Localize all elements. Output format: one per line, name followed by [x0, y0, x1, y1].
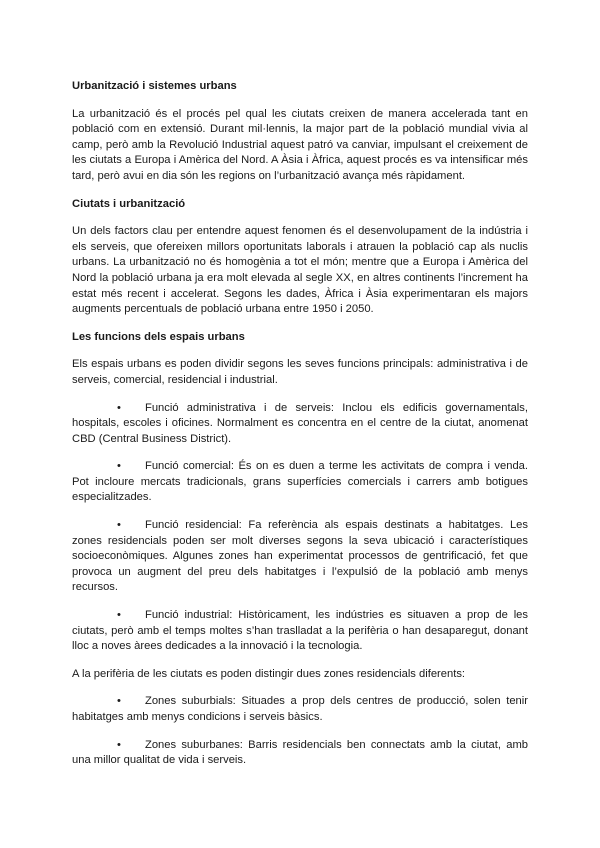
bullet-icon: • [117, 401, 121, 414]
list-item-text: Zones suburbanes: Barris residencials ben connectats amb la ciutat, amb una millor qualitat de vida i serveis. [72, 738, 528, 767]
list-item [72, 518, 528, 596]
list-item [72, 738, 528, 769]
bullet-icon: • [117, 738, 121, 751]
list-item-text: Funció industrial: Històricament, les indústries es situaven a prop de les ciutats, però amb el temps moltes s’han traslladat a la perifèria o han desaparegut, donant lloc a noves àrees dedicades a la innovació i la tecnologia. [72, 609, 528, 653]
list-item [72, 608, 528, 655]
heading-urbanitzacio: Urbanització i sistemes urbans [72, 80, 237, 92]
list-item [72, 401, 528, 448]
list-item-text: Funció comercial: És on es duen a terme les activitats de compra i venda. Pot incloure mercats tradicionals, grans superfícies comercials i carrers amb botigues especialitzades. [72, 460, 528, 504]
list-item [72, 694, 528, 725]
document-content [72, 79, 528, 781]
bullet-icon: • [117, 460, 121, 473]
list-item [72, 459, 528, 506]
heading-funcions: Les funcions dels espais urbans [72, 330, 245, 343]
list-item-text: Funció administrativa i de serveis: Inclou els edificis governamentals, hospitals, escoles i oficines. Normalment es concentra en el centre de la ciutat, anomenat CBD (Central Business District). [72, 401, 528, 445]
bullet-icon: • [117, 519, 121, 532]
heading-ciutats: Ciutats i urbanització [72, 197, 186, 210]
paragraph-periferia: A la perifèria de les ciutats es poden distingir dues zones residencials diferents: [72, 667, 466, 680]
paragraph-ciutats: Un dels factors clau per entendre aquest fenomen és el desenvolupament de la indústria i els serveis, que ofereixen millors oportunitats laborals i atrauen la població cap als nuclis urbans. La urbanització no és homogènia a tot el món; mentre que a Europa i Amèrica del Nord la població urbana ja era molt elevada al segle XX, en altres continents l’increment ha estat més recent i accelerat. Segons les dades, Àfrica i Àsia experimentaran els majors augments percentuals de població urbana entre 1950 i 2050. [72, 225, 528, 316]
paragraph-funcions-intro: Els espais urbans es poden dividir segons les seves funcions principals: administrativa i de serveis, comercial, residencial i industrial. [72, 358, 528, 386]
paragraph-urbanitzacio: La urbanització és el procés pel qual les ciutats creixen de manera accelerada tant en població com en extensió. Durant mil·lennis, la major part de la població mundial vivia al camp, però amb la Revolució Industrial aquest patró va canviar, impulsant el creixement de les ciutats a Europa i Amèrica del Nord. A Àsia i Àfrica, aquest procés es va intensificar més tard, però avui en dia són les regions on l’urbanització avança més ràpidament. [72, 107, 528, 182]
bullet-icon: • [117, 695, 121, 708]
list-item-text: Zones suburbials: Situades a prop dels centres de producció, solen tenir habitatges amb menys condicions i serveis bàsics. [72, 695, 528, 723]
bullet-icon: • [117, 609, 121, 622]
list-item-text: Funció residencial: Fa referència als espais destinats a habitatges. Les zones residencials poden ser molt diverses segons la seva ubicació i característiques socioeconòmiques. Algunes zones han experimentat processos de gentrificació, fet que provoca un augment del preu dels habitatges i l’expulsió de la població amb menys recursos. [72, 519, 528, 594]
